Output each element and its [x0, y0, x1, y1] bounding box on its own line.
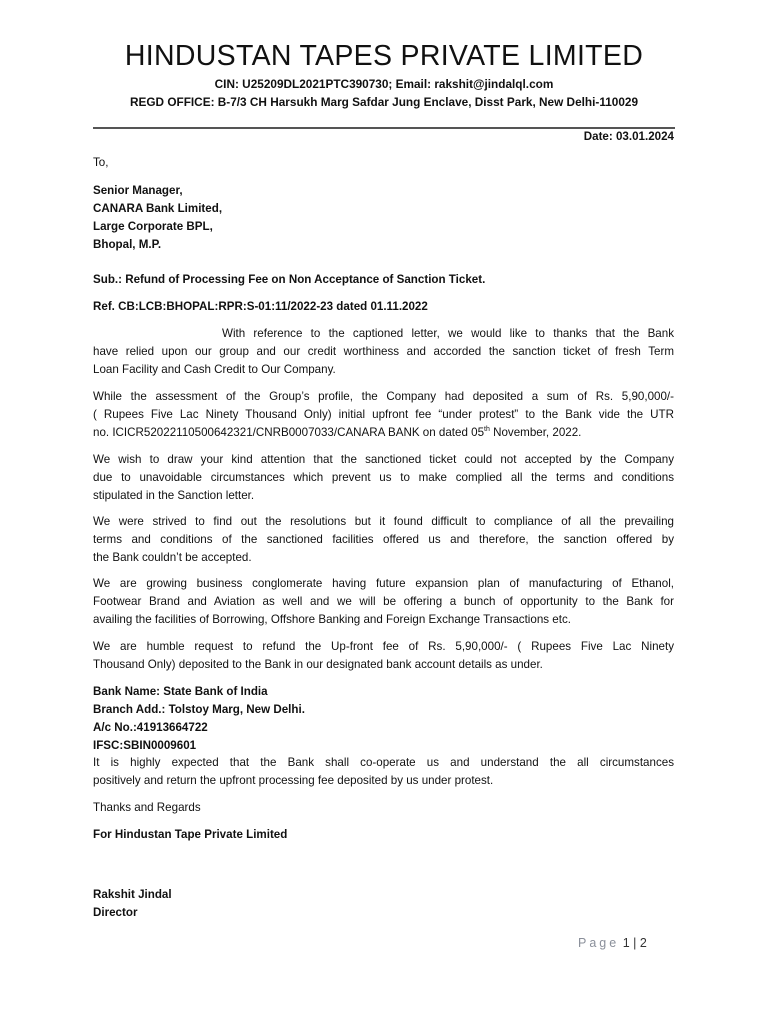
branch-address: Branch Add.: Tolstoy Marg, New Delhi.	[93, 703, 305, 716]
header-divider	[93, 127, 675, 129]
ifsc-code: IFSC:SBIN0009601	[93, 739, 197, 752]
text-line: Loan Facility and Cash Credit to Our Company.	[93, 363, 336, 376]
text-line: We are humble request to refund the Up-front fee of Rs. 5,90,000/- ( Rupees Five Lac Ninety	[93, 640, 674, 653]
account-number: A/c No.:41913664722	[93, 721, 208, 734]
text-line: positively and return the upfront processing fee deposited by us under protest.	[93, 774, 494, 787]
text-line: We are growing business conglomerate having future expansion plan of manufacturing of Ethanol,	[93, 577, 674, 590]
text-line: With reference to the captioned letter, we would like to thanks that the Bank	[222, 327, 674, 340]
text-line: We wish to draw your kind attention that the sanctioned ticket could not accepted by the Company	[93, 453, 674, 466]
text-line: terms and conditions of the sanctioned facilities offered us and therefore, the sanction offered by	[93, 533, 674, 546]
bank-details	[93, 683, 674, 755]
text-line: ( Rupees Five Lac Ninety Thousand Only) initial upfront fee “under protest” to the Bank vide the UTR	[93, 408, 674, 421]
reference: Ref. CB:LCB:BHOPAL:RPR:S-01:11/2022-23 dated 01.11.2022	[93, 300, 428, 313]
total-pages: 2	[639, 936, 647, 950]
paragraph-3	[93, 451, 674, 505]
paragraph-1	[93, 325, 674, 379]
recipient-line: CANARA Bank Limited,	[93, 202, 223, 215]
page-number	[578, 936, 647, 950]
text-line: We were strived to find out the resolutions but it found difficult to compliance of all the prevailing	[93, 515, 674, 528]
subject: Sub.: Refund of Processing Fee on Non Acceptance of Sanction Ticket.	[93, 273, 486, 286]
paragraph-2	[93, 388, 674, 442]
for-company: For Hindustan Tape Private Limited	[93, 828, 288, 841]
current-page: 1	[622, 936, 630, 950]
recipient-line: Bhopal, M.P.	[93, 238, 162, 251]
paragraph-7	[93, 754, 674, 790]
signatory	[93, 886, 674, 922]
text-fragment: November, 2022.	[489, 426, 582, 439]
text-line: the Bank couldn’t be accepted.	[93, 551, 252, 564]
text-line: While the assessment of the Group’s profile, the Company had deposited a sum of Rs. 5,90,000/-	[93, 390, 674, 403]
signatory-name: Rakshit Jindal	[93, 888, 172, 901]
bank-name: Bank Name: State Bank of India	[93, 685, 268, 698]
text-line: have relied upon our group and our credit worthiness and accorded the sanction ticket of fresh Term	[93, 345, 674, 358]
text-line: due to unavoidable circumstances which prevent us to make complied all the terms and conditions	[93, 471, 674, 484]
text-line: availing the facilities of Borrowing, Offshore Banking and Foreign Exchange Transactions etc.	[93, 613, 571, 626]
text-line: Thousand Only) deposited to the Bank in our designated bank account details as under.	[93, 658, 543, 671]
office-line: REGD OFFICE: B-7/3 CH Harsukh Marg Safdar Jung Enclave, Disst Park, New Delhi-110029	[129, 95, 639, 109]
company-name: HINDUSTAN TAPES PRIVATE LIMITED	[124, 40, 644, 72]
page-label: Page	[578, 936, 620, 950]
text-line	[93, 424, 674, 442]
text-line: stipulated in the Sanction letter.	[93, 489, 255, 502]
recipient-line: Senior Manager,	[93, 184, 183, 197]
letter-date: Date: 03.01.2024	[583, 130, 674, 143]
recipient-line: Large Corporate BPL,	[93, 220, 213, 233]
paragraph-6	[93, 638, 674, 674]
page-separator: |	[629, 936, 640, 950]
text-line: Footwear Brand and Aviation as well and we will be offering a bunch of opportunity to the Bank for	[93, 595, 674, 608]
paragraph-4	[93, 513, 674, 567]
salutation: To,	[93, 156, 109, 169]
paragraph-5	[93, 575, 674, 629]
signatory-title: Director	[93, 906, 138, 919]
cin-line: CIN: U25209DL2021PTC390730; Email: rakshit@jindalql.com	[214, 77, 554, 91]
text-line: It is highly expected that the Bank shall co-operate us and understand the all circumstances	[93, 756, 674, 769]
recipient-block	[93, 182, 674, 254]
text-fragment: no. ICICR52022110500642321/CNRB0007033/CANARA BANK on dated 05	[93, 426, 485, 439]
closing: Thanks and Regards	[93, 801, 201, 814]
superscript: th	[484, 426, 490, 434]
